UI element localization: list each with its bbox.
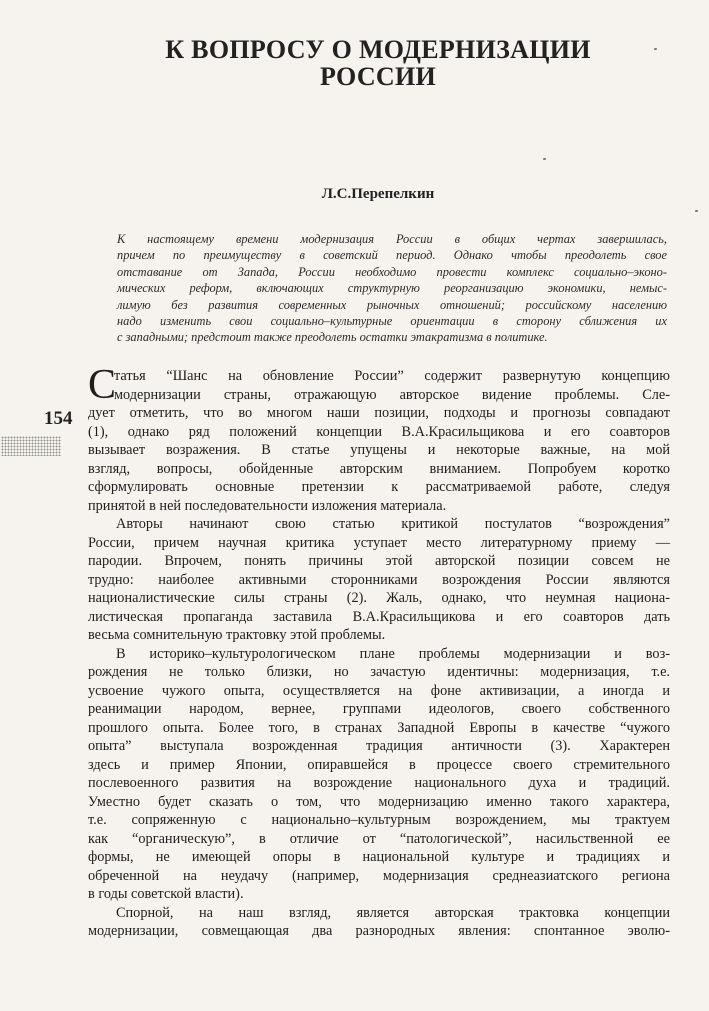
body-line: В историко–культурологическом плане проблемы модернизации и воз- — [116, 645, 670, 662]
body-line: здесь и пример Японии, опиравшейся в процессе своего стремительного — [88, 756, 670, 773]
body-line: реанимации народом, вернее, группами идеологов, своего собственного — [88, 701, 670, 717]
drop-cap: С — [88, 362, 117, 408]
body-line: взгляд, вопросы, обойденные авторским вниманием. Попробуем коротко — [88, 460, 670, 477]
abstract-line: лимую без развития современных рыночных отношений; российскому населению — [117, 297, 667, 312]
body-line: России, причем научная критика уступает место литературному приему — — [88, 534, 670, 551]
print-speck — [543, 158, 546, 160]
page-edge-pattern — [1, 436, 61, 456]
body-line: рождения не только близки, но зачастую идентичны: модернизация, т.е. — [88, 664, 670, 680]
body-line: трудно: наиболее активными сторонниками возрождения России являются — [88, 571, 670, 588]
body-line: весьма сомнительную трактовку этой проблемы. — [88, 627, 386, 643]
body-line: послевоенного развития на возрождение национального духа и традиций. — [88, 775, 670, 791]
abstract-line: с западными; предстоит также преодолеть остатки этакратизма в политике. — [117, 330, 548, 345]
article-body — [88, 362, 670, 941]
page-number: 154 — [44, 408, 73, 429]
body-line: опыта” выступала возрожденная традиция античности (3). Характерен — [88, 738, 670, 754]
body-line: дует отметить, что во многом наши позиции, подходы и прогнозы совпадают — [88, 405, 670, 421]
body-line: сформулировать основные претензии к рассматриваемой работе, следуя — [88, 479, 670, 495]
body-line: Уместно будет сказать о том, что модернизацию именно такого характера, — [88, 793, 670, 810]
body-line: прошлого опыта. Более того, в странах Западной Европы в качестве “чужого — [88, 719, 670, 736]
body-line: вызывает возражения. В статье упущены и некоторые важные, на мой — [88, 442, 670, 458]
body-line: Спорной, на наш взгляд, является авторская трактовка концепции — [116, 904, 670, 921]
print-speck — [695, 210, 698, 212]
abstract-line: причем по преимуществу в советский период. Однако чтобы преодолеть свое — [117, 248, 667, 263]
body-line: (1), однако ряд положений концепции В.А.Красильщикова и его соавторов — [88, 423, 670, 440]
body-line: принятой в ней последовательности изложения материала. — [88, 497, 447, 514]
body-line: модернизации страны, отражающую авторское видение проблемы. Сле- — [114, 386, 670, 403]
abstract-line: надо изменить свои социально–культурные ориентации в сторону сближения их — [117, 314, 667, 329]
article-title — [100, 36, 656, 90]
body-line: татья “Шанс на обновление России” содержит развернутую концепцию — [114, 368, 670, 384]
title-line-1: К ВОПРОСУ О МОДЕРНИЗАЦИИ — [165, 35, 591, 64]
body-line: усвоение чужого опыта, осуществляется на фоне активизации, а иногда и — [88, 682, 670, 699]
body-line: Авторы начинают свою статью критикой постулатов “возрождения” — [116, 516, 670, 532]
body-line: модернизации, совмещающая два разнородных явления: спонтанное эволю- — [88, 923, 670, 939]
body-line: пародии. Впрочем, понять причины этой авторской позиции совсем не — [88, 553, 670, 569]
print-speck — [654, 48, 657, 50]
body-line: формы, не имеющей опоры в национальной культуре и традициях и — [88, 849, 670, 865]
author-name: Л.С.Перепелкин — [321, 186, 435, 202]
abstract — [117, 231, 667, 346]
abstract-line: К настоящему времени модернизация России в общих чертах завершилась, — [117, 232, 667, 246]
body-line: т.е. сопряженную с национально–культурным возрождением, мы трактуем — [88, 812, 670, 828]
abstract-line: мических реформ, включающих структурную реорганизацию экономики, немыс- — [117, 281, 667, 296]
body-line: националистические силы страны (2). Жаль, однако, что неумная национа- — [88, 590, 670, 606]
title-line-2: РОССИИ — [319, 62, 437, 91]
abstract-line: отставание от Запада, России необходимо провести комплекс социально–эконо- — [117, 264, 667, 279]
body-line: как “органическую”, в отличие от “патологической”, насильственной ее — [88, 830, 670, 847]
body-line: листическая пропаганда заставила В.А.Красильщикова и его соавторов дать — [88, 608, 670, 625]
body-line: обреченной на неудачу (например, модернизация среднеазиатского региона — [88, 867, 670, 884]
body-line: в годы советской власти). — [88, 886, 244, 902]
